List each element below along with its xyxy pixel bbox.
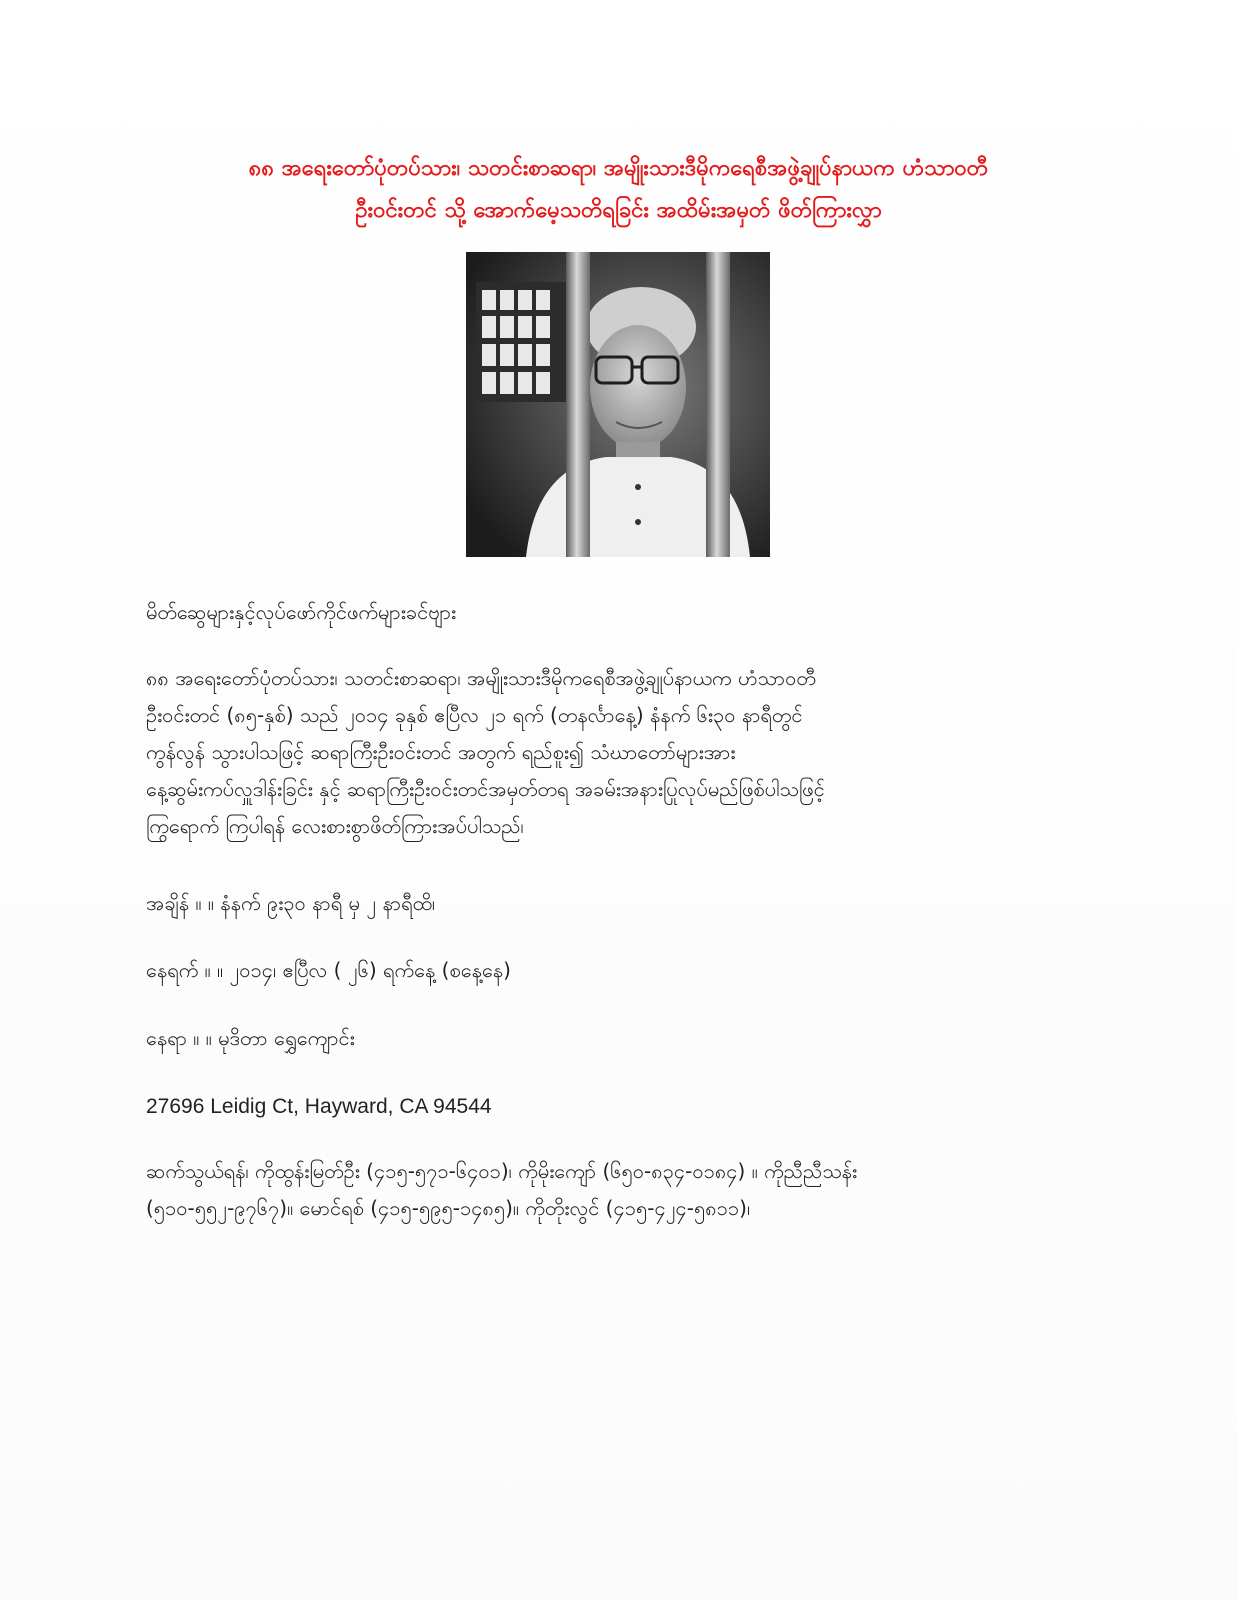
event-address: 27696 Leidig Ct, Hayward, CA 94544 bbox=[146, 1095, 492, 1118]
invitation-paragraph bbox=[146, 660, 1096, 845]
portrait-photo bbox=[466, 252, 770, 557]
paragraph-line: ဦးဝင်းတင် (၈၅-နှစ်) သည် ၂၀၁၄ ခုနှစ် ဧပြီလ ၂၁ ရက် (တနင်္လာနေ့) နံနက် ၆း၃၀ နာရီတွင် bbox=[146, 703, 803, 727]
title-line-2: ဦးဝင်းတင် သို့ အောက်မေ့သတိရခြင်း အထိမ်းအမှတ် ဖိတ်ကြားလွှာ bbox=[355, 198, 882, 223]
announcement-title bbox=[120, 148, 1117, 232]
greeting: မိတ်ဆွေများနှင့်လုပ်ဖော်ကိုင်ဖက်များခင်ဗျား bbox=[146, 600, 457, 624]
event-date: နေရက် ။ ။ ၂၀၁၄၊ ဧပြီလ ( ၂၆) ရက်နေ့ (စနေ့နေ) bbox=[146, 958, 511, 982]
contact-line: ဆက်သွယ်ရန်၊ ကိုထွန်းမြတ်ဦး (၄၁၅-၅၇၁-၆၄၀၁)၊ ကိုမိုးကျော် (၆၅၀-၈၃၄-၀၁၈၄) ။ ကိုညီညီသန်း bbox=[146, 1159, 858, 1183]
paragraph-line: ကွန်လွန် သွားပါသဖြင့် ဆရာကြီးဦးဝင်းတင် အတွက် ရည်စူး၍ သံဃာတော်များအား bbox=[146, 740, 736, 764]
event-time: အချိန် ။ ။ နံနက် ၉း၃၀ နာရီ မှ ၂ နာရီထိ၊ bbox=[146, 891, 436, 915]
paragraph-line: ၈၈ အရေးတော်ပုံတပ်သား၊ သတင်းစာဆရာ၊ အမျိုးသားဒီမိုကရေစီအဖွဲ့ချုပ်နာယက ဟံသာဝတီ bbox=[146, 666, 816, 690]
contact-info bbox=[146, 1153, 1096, 1227]
paragraph-line: နေ့ဆွမ်းကပ်လှူဒါန်းခြင်း နှင့် ဆရာကြီးဦးဝင်းတင်အမှတ်တရ အခမ်းအနားပြုလုပ်မည်ဖြစ်ပါသဖြင့် bbox=[146, 777, 825, 801]
event-place: နေရာ ။ ။ မုဒိတာ ရွှေကျောင်း bbox=[146, 1026, 355, 1050]
title-line-1: ၈၈ အရေးတော်ပုံတပ်သား၊ သတင်းစာဆရာ၊ အမျိုးသားဒီမိုကရေစီအဖွဲ့ချုပ်နာယက ဟံသာဝတီ bbox=[248, 156, 989, 181]
contact-line: (၅၁၀-၅၅၂-၉၇၆၇)။ မောင်ရစ် (၄၁၅-၅၉၅-၁၄၈၅)။ ကိုတိုးလွင် (၄၁၅-၄၂၄-၅၈၁၁)၊ bbox=[146, 1196, 751, 1220]
paragraph-line: ကြွရောက် ကြပါရန် လေးစားစွာဖိတ်ကြားအပ်ပါသည်၊ bbox=[146, 814, 524, 838]
